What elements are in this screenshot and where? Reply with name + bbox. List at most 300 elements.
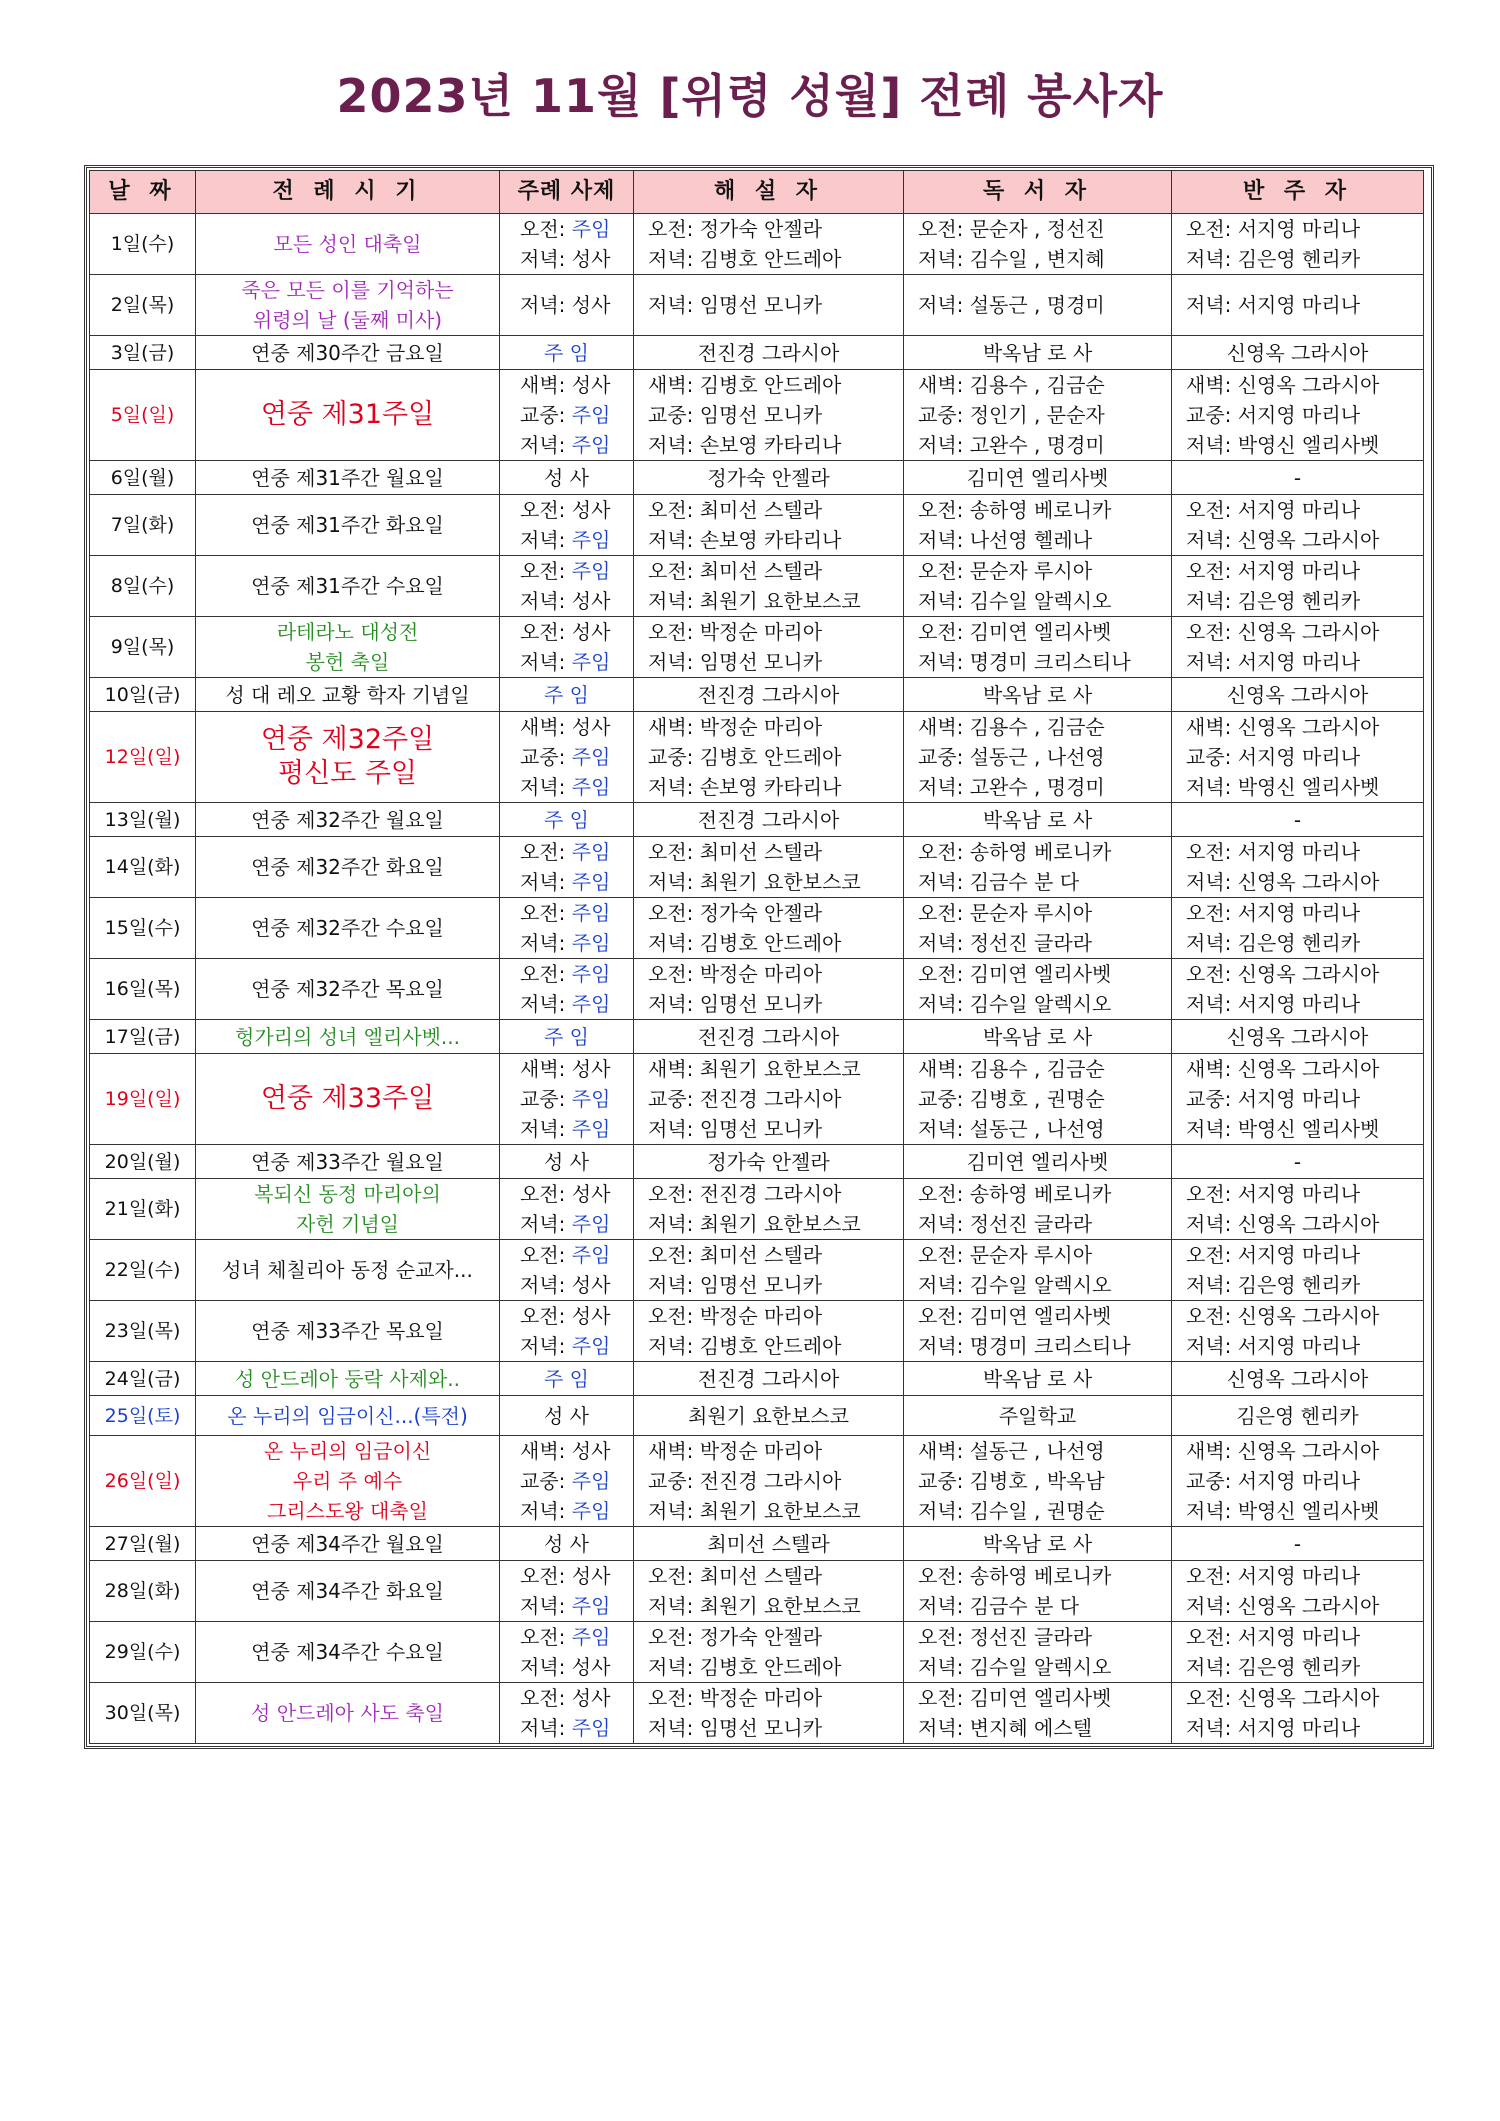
- priest-name: 성사: [571, 1655, 611, 1679]
- table-row: [90, 370, 1424, 461]
- table-row: [90, 1240, 1424, 1301]
- reader-line: 저녁: 고완수 , 명경미: [918, 433, 1105, 457]
- organist-cell: 김은영 헨리카: [1172, 1396, 1424, 1436]
- organist-cell: [1172, 1436, 1424, 1527]
- liturgy-line: 연중 제30주간 금요일: [251, 340, 444, 365]
- priest-name: 주임: [571, 403, 611, 427]
- liturgy-line: 연중 제31주간 월요일: [251, 465, 444, 490]
- priest-cell: [500, 1622, 634, 1683]
- commentator-line: 저녁: 임명선 모니카: [648, 293, 823, 317]
- liturgy-line: 연중 제32주간 월요일: [251, 807, 444, 832]
- commentator-cell: [634, 959, 904, 1020]
- priest-cell: 성 사: [500, 1396, 634, 1436]
- priest-line: [520, 1209, 633, 1239]
- liturgy-cell: [196, 803, 500, 837]
- commentator-line: 저녁: 최원기 요한보스코: [648, 1212, 861, 1236]
- organist-line: 오전: 신영옥 그라시아: [1186, 620, 1380, 644]
- priest-cell: [500, 556, 634, 617]
- organist-line: 교중: 서지영 마리나: [1186, 1469, 1361, 1493]
- table-row: [90, 1362, 1424, 1396]
- priest-line: [520, 1436, 633, 1466]
- mass-time-label: 저녁:: [520, 775, 572, 799]
- commentator-line: 새벽: 박정순 마리아: [648, 715, 823, 739]
- reader-line: 오전: 송하영 베로니카: [918, 498, 1112, 522]
- priest-cell: [500, 275, 634, 336]
- priest-name: 성사: [571, 715, 611, 739]
- reader-cell: 김미연 엘리사벳: [904, 461, 1172, 495]
- organist-line: 저녁: 서지영 마리나: [1186, 992, 1361, 1016]
- priest-cell: [500, 214, 634, 275]
- organist-cell: -: [1172, 1145, 1424, 1179]
- organist-line: 저녁: 서지영 마리나: [1186, 1716, 1361, 1740]
- priest-name: 성사: [571, 247, 611, 271]
- date-cell: 13일(월): [90, 803, 196, 837]
- organist-line: 저녁: 신영옥 그라시아: [1186, 1594, 1380, 1618]
- table-row: [90, 461, 1424, 495]
- priest-cell: [500, 495, 634, 556]
- liturgy-cell: [196, 1054, 500, 1145]
- reader-cell: 박옥남 로 사: [904, 1020, 1172, 1054]
- date-cell: 23일(목): [90, 1301, 196, 1362]
- commentator-line: 저녁: 최원기 요한보스코: [648, 1594, 861, 1618]
- mass-time-label: 교중:: [520, 745, 572, 769]
- priest-cell: [500, 617, 634, 678]
- priest-line: [520, 772, 633, 802]
- commentator-cell: 전진경 그라시아: [634, 1362, 904, 1396]
- reader-line: 오전: 문순자 , 정선진: [918, 217, 1105, 241]
- priest-line: [520, 430, 633, 460]
- header-priest: 주례 사제: [500, 171, 634, 214]
- date-cell: 10일(금): [90, 678, 196, 712]
- commentator-line: 새벽: 김병호 안드레아: [648, 373, 842, 397]
- priest-cell: [500, 1561, 634, 1622]
- commentator-cell: [634, 712, 904, 803]
- mass-time-label: 저녁:: [520, 293, 572, 317]
- priest-cell: 성 사: [500, 1145, 634, 1179]
- reader-line: 저녁: 김수일 알렉시오: [918, 992, 1112, 1016]
- table-row: [90, 1683, 1424, 1744]
- priest-name: 주임: [571, 1625, 611, 1649]
- priest-name: 주임: [571, 1499, 611, 1523]
- priest-cell: [500, 1240, 634, 1301]
- table-row: [90, 678, 1424, 712]
- mass-time-label: 저녁:: [520, 1716, 572, 1740]
- reader-cell: 박옥남 로 사: [904, 1362, 1172, 1396]
- organist-line: 저녁: 김은영 헨리카: [1186, 931, 1361, 955]
- liturgy-line: 성 안드레아 둥락 사제와..: [235, 1366, 460, 1391]
- reader-line: 저녁: 명경미 크리스티나: [918, 1334, 1131, 1358]
- liturgy-line: 연중 제31주일: [260, 399, 435, 430]
- priest-cell: [500, 898, 634, 959]
- priest-line: [520, 586, 633, 616]
- liturgy-cell: [196, 1436, 500, 1527]
- date-cell: 7일(화): [90, 495, 196, 556]
- reader-line: 저녁: 김수일 , 권명순: [918, 1499, 1105, 1523]
- commentator-line: 오전: 박정순 마리아: [648, 1686, 823, 1710]
- liturgy-line: 모든 성인 대축일: [273, 232, 422, 256]
- mass-time-label: 오전:: [520, 1564, 572, 1588]
- date-cell: 21일(화): [90, 1179, 196, 1240]
- priest-line: [520, 1652, 633, 1682]
- schedule-table-frame: [84, 165, 1434, 1749]
- liturgy-cell: [196, 898, 500, 959]
- commentator-line: 새벽: 최원기 요한보스코: [648, 1057, 861, 1081]
- organist-line: 저녁: 서지영 마리나: [1186, 1334, 1361, 1358]
- priest-name: 주임: [571, 840, 611, 864]
- organist-cell: [1172, 1622, 1424, 1683]
- liturgy-line: 온 누리의 임금이신...(특전): [227, 1403, 468, 1428]
- priest-line: [520, 290, 633, 320]
- liturgy-line: 연중 제33주일: [260, 1083, 435, 1114]
- priest-line: [520, 712, 633, 742]
- header-liturgy: 전 례 시 기: [196, 171, 500, 214]
- priest-line: [520, 1683, 633, 1713]
- reader-cell: [904, 275, 1172, 336]
- liturgy-line: 라테라노 대성전: [276, 620, 419, 644]
- commentator-cell: [634, 214, 904, 275]
- reader-cell: 박옥남 로 사: [904, 336, 1172, 370]
- organist-cell: [1172, 1240, 1424, 1301]
- organist-line: 교중: 서지영 마리나: [1186, 745, 1361, 769]
- commentator-line: 저녁: 임명선 모니카: [648, 1117, 823, 1141]
- mass-time-label: 저녁:: [520, 1594, 572, 1618]
- mass-time-label: 교중:: [520, 403, 572, 427]
- table-row: [90, 1396, 1424, 1436]
- commentator-cell: 전진경 그라시아: [634, 336, 904, 370]
- commentator-line: 오전: 박정순 마리아: [648, 620, 823, 644]
- reader-line: 오전: 문순자 루시아: [918, 901, 1093, 925]
- commentator-line: 저녁: 김병호 안드레아: [648, 1655, 842, 1679]
- reader-cell: [904, 1561, 1172, 1622]
- priest-cell: [500, 370, 634, 461]
- commentator-line: 저녁: 임명선 모니카: [648, 992, 823, 1016]
- table-row: [90, 1145, 1424, 1179]
- commentator-line: 저녁: 최원기 요한보스코: [648, 870, 861, 894]
- priest-line: [520, 867, 633, 897]
- priest-cell: 주 임: [500, 1362, 634, 1396]
- commentator-cell: 전진경 그라시아: [634, 678, 904, 712]
- priest-line: [520, 959, 633, 989]
- date-cell: 16일(목): [90, 959, 196, 1020]
- mass-time-label: 오전:: [520, 1304, 572, 1328]
- priest-line: [520, 1054, 633, 1084]
- commentator-line: 저녁: 손보영 카타리나: [648, 775, 842, 799]
- table-row: [90, 712, 1424, 803]
- liturgy-cell: [196, 712, 500, 803]
- table-row: [90, 495, 1424, 556]
- reader-line: 새벽: 설동근 , 나선영: [918, 1439, 1105, 1463]
- liturgy-cell: [196, 959, 500, 1020]
- priest-cell: 성 사: [500, 461, 634, 495]
- priest-line: [520, 1179, 633, 1209]
- liturgy-cell: [196, 1683, 500, 1744]
- liturgy-line: 헝가리의 성녀 엘리사벳...: [235, 1024, 460, 1049]
- date-cell: 6일(월): [90, 461, 196, 495]
- reader-cell: [904, 1179, 1172, 1240]
- priest-name: 주임: [571, 962, 611, 986]
- liturgy-line: 연중 제32주간 목요일: [251, 977, 444, 1001]
- mass-time-label: 저녁:: [520, 528, 572, 552]
- mass-time-label: 저녁:: [520, 1117, 572, 1141]
- priest-line: [520, 1270, 633, 1300]
- reader-line: 오전: 김미연 엘리사벳: [918, 962, 1112, 986]
- date-cell: 26일(일): [90, 1436, 196, 1527]
- liturgy-line: 죽은 모든 이를 기억하는: [241, 278, 454, 302]
- commentator-line: 오전: 최미선 스텔라: [648, 559, 823, 583]
- reader-cell: [904, 370, 1172, 461]
- commentator-line: 오전: 박정순 마리아: [648, 962, 823, 986]
- priest-cell: 주 임: [500, 803, 634, 837]
- priest-name: 성사: [571, 293, 611, 317]
- mass-time-label: 오전:: [520, 840, 572, 864]
- organist-cell: [1172, 1561, 1424, 1622]
- table-row: [90, 1527, 1424, 1561]
- priest-line: [520, 214, 633, 244]
- priest-line: [520, 400, 633, 430]
- priest-line: [520, 495, 633, 525]
- organist-cell: [1172, 1301, 1424, 1362]
- priest-line: [520, 1240, 633, 1270]
- organist-cell: [1172, 1179, 1424, 1240]
- priest-name: 성사: [571, 1273, 611, 1297]
- table-row: [90, 803, 1424, 837]
- commentator-cell: 최원기 요한보스코: [634, 1396, 904, 1436]
- mass-time-label: 저녁:: [520, 931, 572, 955]
- table-row: [90, 959, 1424, 1020]
- reader-cell: [904, 214, 1172, 275]
- priest-name: 성사: [571, 620, 611, 644]
- priest-line: [520, 928, 633, 958]
- date-cell: 14일(화): [90, 837, 196, 898]
- organist-line: 저녁: 신영옥 그라시아: [1186, 528, 1380, 552]
- priest-line: [520, 837, 633, 867]
- table-row: [90, 556, 1424, 617]
- priest-name: 주임: [571, 901, 611, 925]
- mass-time-label: 저녁:: [520, 1273, 572, 1297]
- liturgy-cell: [196, 1179, 500, 1240]
- priest-cell: 주 임: [500, 678, 634, 712]
- mass-time-label: 저녁:: [520, 589, 572, 613]
- organist-line: 오전: 서지영 마리나: [1186, 1182, 1361, 1206]
- liturgy-cell: [196, 678, 500, 712]
- liturgy-cell: [196, 370, 500, 461]
- table-row: [90, 617, 1424, 678]
- priest-line: [520, 989, 633, 1019]
- liturgy-cell: [196, 275, 500, 336]
- commentator-line: 저녁: 손보영 카타리나: [648, 433, 842, 457]
- mass-time-label: 새벽:: [520, 1057, 572, 1081]
- commentator-line: 저녁: 최원기 요한보스코: [648, 589, 861, 613]
- liturgy-cell: [196, 1145, 500, 1179]
- reader-cell: [904, 1301, 1172, 1362]
- reader-cell: [904, 712, 1172, 803]
- commentator-cell: 정가숙 안젤라: [634, 1145, 904, 1179]
- priest-name: 성사: [571, 589, 611, 613]
- reader-line: 오전: 김미연 엘리사벳: [918, 1304, 1112, 1328]
- reader-cell: [904, 1436, 1172, 1527]
- reader-line: 오전: 김미연 엘리사벳: [918, 620, 1112, 644]
- date-cell: 15일(수): [90, 898, 196, 959]
- priest-cell: 성 사: [500, 1527, 634, 1561]
- reader-line: 저녁: 김수일 알렉시오: [918, 589, 1112, 613]
- liturgy-cell: [196, 1622, 500, 1683]
- priest-line: [520, 244, 633, 274]
- date-cell: 28일(화): [90, 1561, 196, 1622]
- reader-line: 저녁: 고완수 , 명경미: [918, 775, 1105, 799]
- commentator-line: 오전: 정가숙 안젤라: [648, 901, 823, 925]
- priest-name: 주임: [571, 775, 611, 799]
- mass-time-label: 오전:: [520, 1243, 572, 1267]
- commentator-line: 오전: 박정순 마리아: [648, 1304, 823, 1328]
- organist-cell: [1172, 214, 1424, 275]
- organist-line: 교중: 서지영 마리나: [1186, 1087, 1361, 1111]
- reader-cell: [904, 837, 1172, 898]
- organist-line: 새벽: 신영옥 그라시아: [1186, 715, 1380, 739]
- commentator-line: 저녁: 임명선 모니카: [648, 1273, 823, 1297]
- priest-cell: [500, 1683, 634, 1744]
- organist-line: 오전: 서지영 마리나: [1186, 498, 1361, 522]
- liturgy-cell: [196, 837, 500, 898]
- header-reader: 독 서 자: [904, 171, 1172, 214]
- priest-cell: [500, 712, 634, 803]
- organist-cell: [1172, 712, 1424, 803]
- priest-name: 주임: [571, 1243, 611, 1267]
- priest-name: 주임: [571, 1117, 611, 1141]
- reader-line: 저녁: 김수일 , 변지혜: [918, 247, 1105, 271]
- reader-cell: 주일학교: [904, 1396, 1172, 1436]
- commentator-cell: [634, 495, 904, 556]
- organist-line: 저녁: 박영신 엘리사벳: [1186, 433, 1380, 457]
- organist-cell: [1172, 370, 1424, 461]
- organist-line: 저녁: 서지영 마리나: [1186, 650, 1361, 674]
- reader-line: 오전: 송하영 베로니카: [918, 840, 1112, 864]
- reader-cell: 박옥남 로 사: [904, 1527, 1172, 1561]
- date-cell: 9일(목): [90, 617, 196, 678]
- liturgy-line: 성 안드레아 사도 축일: [251, 1701, 444, 1725]
- priest-name: 성사: [571, 1686, 611, 1710]
- liturgy-cell: [196, 214, 500, 275]
- organist-cell: [1172, 837, 1424, 898]
- commentator-cell: [634, 1622, 904, 1683]
- priest-line: [520, 1084, 633, 1114]
- liturgy-line: 연중 제32주간 수요일: [251, 916, 444, 940]
- commentator-line: 오전: 전진경 그라시아: [648, 1182, 842, 1206]
- organist-cell: [1172, 275, 1424, 336]
- commentator-line: 오전: 정가숙 안젤라: [648, 1625, 823, 1649]
- priest-line: [520, 1301, 633, 1331]
- liturgy-cell: [196, 1020, 500, 1054]
- organist-line: 저녁: 박영신 엘리사벳: [1186, 1117, 1380, 1141]
- liturgy-line: 그리스도왕 대축일: [267, 1499, 428, 1523]
- reader-line: 새벽: 김용수 , 김금순: [918, 715, 1105, 739]
- organist-line: 저녁: 신영옥 그라시아: [1186, 870, 1380, 894]
- reader-line: 교중: 김병호 , 권명순: [918, 1087, 1105, 1111]
- organist-line: 새벽: 신영옥 그라시아: [1186, 373, 1380, 397]
- liturgy-cell: [196, 617, 500, 678]
- liturgy-cell: [196, 1527, 500, 1561]
- liturgy-cell: [196, 1301, 500, 1362]
- mass-time-label: 교중:: [520, 1087, 572, 1111]
- date-cell: 20일(월): [90, 1145, 196, 1179]
- organist-cell: -: [1172, 803, 1424, 837]
- priest-name: 주임: [571, 1212, 611, 1236]
- reader-cell: [904, 1054, 1172, 1145]
- commentator-cell: [634, 1179, 904, 1240]
- organist-line: 오전: 서지영 마리나: [1186, 901, 1361, 925]
- reader-line: 저녁: 정선진 글라라: [918, 931, 1093, 955]
- organist-line: 저녁: 신영옥 그라시아: [1186, 1212, 1380, 1236]
- table-row: [90, 1054, 1424, 1145]
- priest-line: [520, 742, 633, 772]
- commentator-cell: [634, 1683, 904, 1744]
- priest-name: 성사: [571, 1057, 611, 1081]
- organist-line: 오전: 서지영 마리나: [1186, 1243, 1361, 1267]
- date-cell: 19일(일): [90, 1054, 196, 1145]
- organist-line: 저녁: 박영신 엘리사벳: [1186, 1499, 1380, 1523]
- commentator-cell: [634, 898, 904, 959]
- priest-line: [520, 1496, 633, 1526]
- priest-name: 주임: [571, 1716, 611, 1740]
- liturgy-cell: [196, 495, 500, 556]
- liturgy-line: 복되신 동정 마리아의: [254, 1182, 441, 1206]
- liturgy-cell: [196, 336, 500, 370]
- organist-line: 새벽: 신영옥 그라시아: [1186, 1439, 1380, 1463]
- mass-time-label: 오전:: [520, 559, 572, 583]
- reader-line: 저녁: 김금수 분 다: [918, 1594, 1080, 1618]
- organist-cell: 신영옥 그라시아: [1172, 1362, 1424, 1396]
- priest-line: [520, 1466, 633, 1496]
- reader-cell: [904, 1683, 1172, 1744]
- organist-cell: 신영옥 그라시아: [1172, 678, 1424, 712]
- priest-name: 주임: [571, 650, 611, 674]
- commentator-cell: [634, 837, 904, 898]
- date-cell: 17일(금): [90, 1020, 196, 1054]
- reader-line: 저녁: 김수일 알렉시오: [918, 1655, 1112, 1679]
- date-cell: 3일(금): [90, 336, 196, 370]
- commentator-line: 오전: 최미선 스텔라: [648, 1243, 823, 1267]
- commentator-line: 저녁: 김병호 안드레아: [648, 931, 842, 955]
- commentator-line: 저녁: 임명선 모니카: [648, 650, 823, 674]
- date-cell: 1일(수): [90, 214, 196, 275]
- header-row: [90, 171, 1424, 214]
- liturgy-line: 연중 제33주간 월요일: [251, 1149, 444, 1174]
- mass-time-label: 오전:: [520, 620, 572, 644]
- mass-time-label: 오전:: [520, 1182, 572, 1206]
- priest-line: [520, 617, 633, 647]
- reader-cell: [904, 617, 1172, 678]
- commentator-cell: [634, 275, 904, 336]
- priest-name: 주임: [571, 992, 611, 1016]
- reader-line: 교중: 김병호 , 박옥남: [918, 1469, 1105, 1493]
- priest-name: 주임: [571, 559, 611, 583]
- mass-time-label: 저녁:: [520, 1212, 572, 1236]
- priest-cell: [500, 1301, 634, 1362]
- commentator-cell: 정가숙 안젤라: [634, 461, 904, 495]
- schedule-table: [89, 170, 1424, 1744]
- table-row: [90, 336, 1424, 370]
- table-row: [90, 1436, 1424, 1527]
- organist-line: 저녁: 김은영 헨리카: [1186, 247, 1361, 271]
- priest-name: 주임: [571, 1469, 611, 1493]
- mass-time-label: 저녁:: [520, 1655, 572, 1679]
- commentator-cell: [634, 1301, 904, 1362]
- date-cell: 24일(금): [90, 1362, 196, 1396]
- priest-cell: [500, 1054, 634, 1145]
- liturgy-line: 자헌 기념일: [296, 1212, 399, 1236]
- liturgy-line: 평신도 주일: [278, 758, 417, 789]
- priest-name: 성사: [571, 1564, 611, 1588]
- priest-name: 주임: [571, 745, 611, 769]
